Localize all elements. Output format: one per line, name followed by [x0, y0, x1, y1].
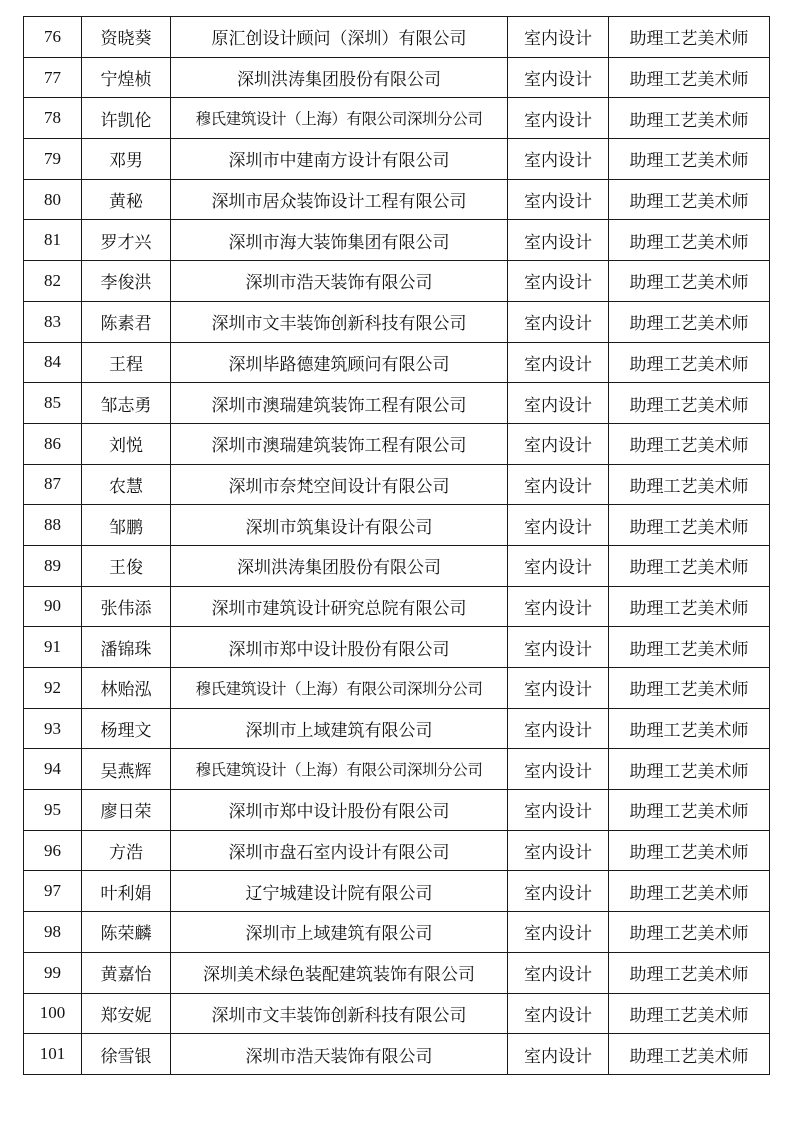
specialty: 室内设计 [508, 749, 609, 790]
table-row [24, 17, 770, 58]
table-row [24, 261, 770, 302]
table-row [24, 627, 770, 668]
table-row [24, 871, 770, 912]
row-number: 84 [24, 342, 82, 383]
person-name: 邹志勇 [82, 383, 171, 424]
table-row [24, 220, 770, 261]
table-row [24, 505, 770, 546]
person-name: 陈素君 [82, 301, 171, 342]
company-name: 深圳市建筑设计研究总院有限公司 [171, 586, 508, 627]
job-title: 助理工艺美术师 [609, 993, 770, 1034]
job-title: 助理工艺美术师 [609, 586, 770, 627]
person-name: 黄秘 [82, 179, 171, 220]
row-number: 87 [24, 464, 82, 505]
row-number: 98 [24, 912, 82, 953]
specialty: 室内设计 [508, 17, 609, 58]
specialty: 室内设计 [508, 790, 609, 831]
person-name: 叶利娟 [82, 871, 171, 912]
specialty: 室内设计 [508, 220, 609, 261]
job-title: 助理工艺美术师 [609, 871, 770, 912]
row-number: 86 [24, 423, 82, 464]
job-title: 助理工艺美术师 [609, 790, 770, 831]
specialty: 室内设计 [508, 383, 609, 424]
table-row [24, 342, 770, 383]
specialty: 室内设计 [508, 668, 609, 709]
specialty: 室内设计 [508, 912, 609, 953]
specialty: 室内设计 [508, 871, 609, 912]
row-number: 101 [24, 1034, 82, 1075]
job-title: 助理工艺美术师 [609, 342, 770, 383]
job-title: 助理工艺美术师 [609, 830, 770, 871]
person-name: 李俊洪 [82, 261, 171, 302]
row-number: 82 [24, 261, 82, 302]
job-title: 助理工艺美术师 [609, 668, 770, 709]
row-number: 96 [24, 830, 82, 871]
job-title: 助理工艺美术师 [609, 17, 770, 58]
row-number: 76 [24, 17, 82, 58]
job-title: 助理工艺美术师 [609, 261, 770, 302]
person-name: 杨理文 [82, 708, 171, 749]
specialty: 室内设计 [508, 179, 609, 220]
table-row [24, 912, 770, 953]
specialty: 室内设计 [508, 708, 609, 749]
row-number: 97 [24, 871, 82, 912]
specialty: 室内设计 [508, 423, 609, 464]
table-row [24, 586, 770, 627]
person-name: 林贻泓 [82, 668, 171, 709]
job-title: 助理工艺美术师 [609, 220, 770, 261]
table-row [24, 57, 770, 98]
company-name: 深圳市海大装饰集团有限公司 [171, 220, 508, 261]
person-name: 王俊 [82, 545, 171, 586]
specialty: 室内设计 [508, 57, 609, 98]
job-title: 助理工艺美术师 [609, 545, 770, 586]
person-name: 陈荣麟 [82, 912, 171, 953]
table-row [24, 993, 770, 1034]
person-name: 方浩 [82, 830, 171, 871]
job-title: 助理工艺美术师 [609, 749, 770, 790]
job-title: 助理工艺美术师 [609, 423, 770, 464]
table-row [24, 179, 770, 220]
company-name: 深圳市筑集设计有限公司 [171, 505, 508, 546]
table-body [24, 17, 770, 1075]
specialty: 室内设计 [508, 830, 609, 871]
row-number: 78 [24, 98, 82, 139]
company-name: 穆氏建筑设计（上海）有限公司深圳分公司 [171, 668, 508, 709]
row-number: 99 [24, 952, 82, 993]
person-name: 邓男 [82, 139, 171, 180]
company-name: 深圳市文丰装饰创新科技有限公司 [171, 301, 508, 342]
table-row [24, 139, 770, 180]
specialty: 室内设计 [508, 1034, 609, 1075]
company-name: 深圳市澳瑞建筑装饰工程有限公司 [171, 383, 508, 424]
person-name: 农慧 [82, 464, 171, 505]
company-name: 深圳市上域建筑有限公司 [171, 708, 508, 749]
row-number: 80 [24, 179, 82, 220]
company-name: 深圳市居众装饰设计工程有限公司 [171, 179, 508, 220]
company-name: 深圳市浩天装饰有限公司 [171, 1034, 508, 1075]
company-name: 深圳市文丰装饰创新科技有限公司 [171, 993, 508, 1034]
company-name: 深圳美术绿色装配建筑装饰有限公司 [171, 952, 508, 993]
person-name: 许凯伦 [82, 98, 171, 139]
specialty: 室内设计 [508, 627, 609, 668]
person-name: 王程 [82, 342, 171, 383]
person-name: 潘锦珠 [82, 627, 171, 668]
person-name: 邹鹏 [82, 505, 171, 546]
row-number: 93 [24, 708, 82, 749]
table-row [24, 749, 770, 790]
specialty: 室内设计 [508, 98, 609, 139]
table-row [24, 708, 770, 749]
specialty: 室内设计 [508, 505, 609, 546]
person-name: 廖日荣 [82, 790, 171, 831]
row-number: 79 [24, 139, 82, 180]
job-title: 助理工艺美术师 [609, 383, 770, 424]
table-row [24, 464, 770, 505]
person-name: 徐雪银 [82, 1034, 171, 1075]
specialty: 室内设计 [508, 586, 609, 627]
specialty: 室内设计 [508, 993, 609, 1034]
table-row [24, 830, 770, 871]
table-row [24, 545, 770, 586]
company-name: 深圳市浩天装饰有限公司 [171, 261, 508, 302]
company-name: 深圳市中建南方设计有限公司 [171, 139, 508, 180]
row-number: 77 [24, 57, 82, 98]
specialty: 室内设计 [508, 301, 609, 342]
company-name: 辽宁城建设计院有限公司 [171, 871, 508, 912]
company-name: 深圳市郑中设计股份有限公司 [171, 627, 508, 668]
person-name: 吴燕辉 [82, 749, 171, 790]
table-row [24, 383, 770, 424]
row-number: 94 [24, 749, 82, 790]
specialty: 室内设计 [508, 952, 609, 993]
row-number: 100 [24, 993, 82, 1034]
job-title: 助理工艺美术师 [609, 952, 770, 993]
person-name: 资晓葵 [82, 17, 171, 58]
row-number: 83 [24, 301, 82, 342]
job-title: 助理工艺美术师 [609, 179, 770, 220]
table-row [24, 952, 770, 993]
company-name: 深圳毕路德建筑顾问有限公司 [171, 342, 508, 383]
table-row [24, 301, 770, 342]
row-number: 88 [24, 505, 82, 546]
row-number: 95 [24, 790, 82, 831]
job-title: 助理工艺美术师 [609, 57, 770, 98]
company-name: 深圳市上域建筑有限公司 [171, 912, 508, 953]
company-name: 穆氏建筑设计（上海）有限公司深圳分公司 [171, 749, 508, 790]
person-name: 黄嘉怡 [82, 952, 171, 993]
table-row [24, 1034, 770, 1075]
job-title: 助理工艺美术师 [609, 98, 770, 139]
specialty: 室内设计 [508, 545, 609, 586]
company-name: 原汇创设计顾问（深圳）有限公司 [171, 17, 508, 58]
job-title: 助理工艺美术师 [609, 912, 770, 953]
person-name: 郑安妮 [82, 993, 171, 1034]
job-title: 助理工艺美术师 [609, 627, 770, 668]
job-title: 助理工艺美术师 [609, 301, 770, 342]
company-name: 深圳市郑中设计股份有限公司 [171, 790, 508, 831]
specialty: 室内设计 [508, 464, 609, 505]
row-number: 89 [24, 545, 82, 586]
job-title: 助理工艺美术师 [609, 1034, 770, 1075]
company-name: 深圳洪涛集团股份有限公司 [171, 57, 508, 98]
job-title: 助理工艺美术师 [609, 139, 770, 180]
table-row [24, 98, 770, 139]
company-name: 深圳市奈梵空间设计有限公司 [171, 464, 508, 505]
table-row [24, 423, 770, 464]
person-name: 罗才兴 [82, 220, 171, 261]
job-title: 助理工艺美术师 [609, 464, 770, 505]
specialty: 室内设计 [508, 139, 609, 180]
row-number: 81 [24, 220, 82, 261]
table-row [24, 790, 770, 831]
person-name: 刘悦 [82, 423, 171, 464]
row-number: 92 [24, 668, 82, 709]
company-name: 深圳市澳瑞建筑装饰工程有限公司 [171, 423, 508, 464]
company-name: 深圳洪涛集团股份有限公司 [171, 545, 508, 586]
specialty: 室内设计 [508, 342, 609, 383]
company-name: 穆氏建筑设计（上海）有限公司深圳分公司 [171, 98, 508, 139]
job-title: 助理工艺美术师 [609, 505, 770, 546]
person-name: 宁煌桢 [82, 57, 171, 98]
specialty: 室内设计 [508, 261, 609, 302]
person-name: 张伟添 [82, 586, 171, 627]
company-name: 深圳市盘石室内设计有限公司 [171, 830, 508, 871]
row-number: 91 [24, 627, 82, 668]
personnel-table [23, 16, 770, 1075]
job-title: 助理工艺美术师 [609, 708, 770, 749]
row-number: 85 [24, 383, 82, 424]
table-row [24, 668, 770, 709]
row-number: 90 [24, 586, 82, 627]
